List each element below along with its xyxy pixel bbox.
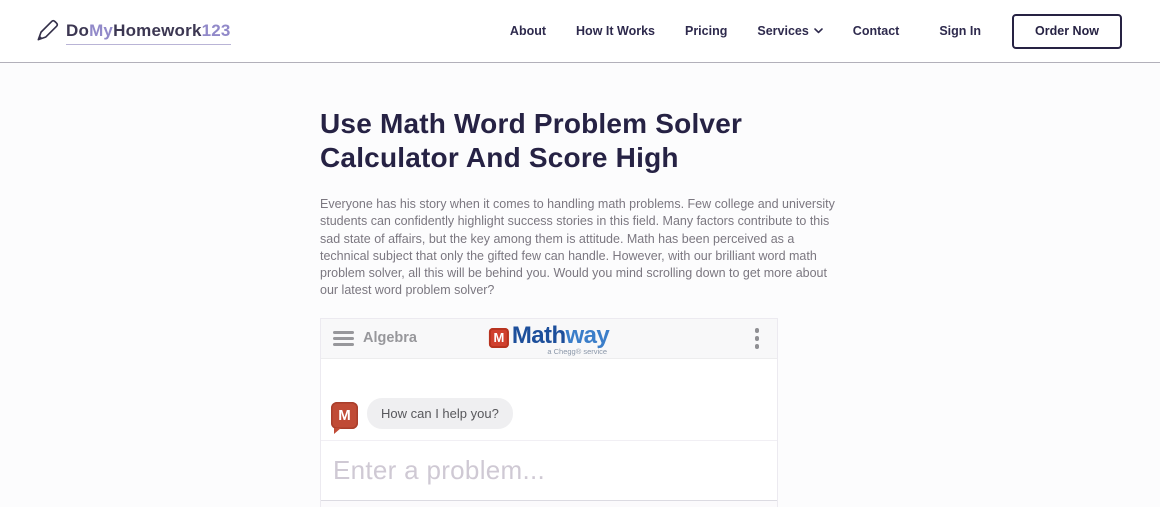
nav-item-contact[interactable]: Contact [852,24,900,38]
mathway-wordmark-math: Math [511,321,566,349]
chevron-down-icon [814,28,823,34]
mathway-logo[interactable] [489,321,610,356]
logo-text [66,21,231,45]
keypad-strip [321,501,777,507]
nav-item-how-it-works[interactable]: How It Works [576,24,655,38]
page-title-line2: Calculator And Score High [320,142,679,173]
site-header [0,0,1160,63]
intro-paragraph: Everyone has his story when it comes to handling math problems. Few college and university students can confidently highlight success stories in this field. Many factors contribute to this sad state of affairs, but the key among them is attitude. Math has been perceived as a technical subject that only the gifted few can handle. However, with our brilliant word math problem solver, all this will be behind you. Would you mind scrolling down to get more about our latest word problem solver? [320,197,835,298]
chat-message-bubble: How can I help you? [367,398,513,429]
mathway-avatar-icon: M [331,402,358,429]
mathway-widget [320,318,778,507]
logo-part-do: Do [66,20,90,40]
pencil-icon [34,17,61,44]
sign-in-link[interactable]: Sign In [939,24,981,38]
chat-area [321,359,777,440]
nav-item-services-label: Services [757,24,809,38]
hamburger-menu-icon[interactable] [333,331,354,346]
logo[interactable] [34,17,231,45]
chegg-tagline: a Chegg® service [547,346,608,356]
kebab-menu-icon[interactable] [749,324,766,353]
mathway-wordmark-way: way [565,321,610,349]
logo-part-my: My [89,20,114,40]
problem-input[interactable] [321,440,777,501]
main-content [320,107,835,507]
page-title-line1: Use Math Word Problem Solver [320,108,743,139]
nav-item-about[interactable]: About [509,24,547,38]
mathway-toolbar [321,319,777,359]
nav-item-pricing[interactable]: Pricing [684,24,728,38]
order-now-button[interactable]: Order Now [1012,14,1122,49]
subject-label: Algebra [363,330,417,347]
problem-input-placeholder: Enter a problem... [333,454,546,485]
nav-item-services[interactable] [757,24,822,38]
main-nav [510,24,899,38]
mathway-m-icon: M [489,328,509,348]
logo-part-homework: Homework [113,20,202,40]
mathway-wordmark [511,321,610,349]
page-title [320,107,835,175]
mathway-wordmark-block [511,321,610,356]
logo-part-123: 123 [201,20,231,40]
